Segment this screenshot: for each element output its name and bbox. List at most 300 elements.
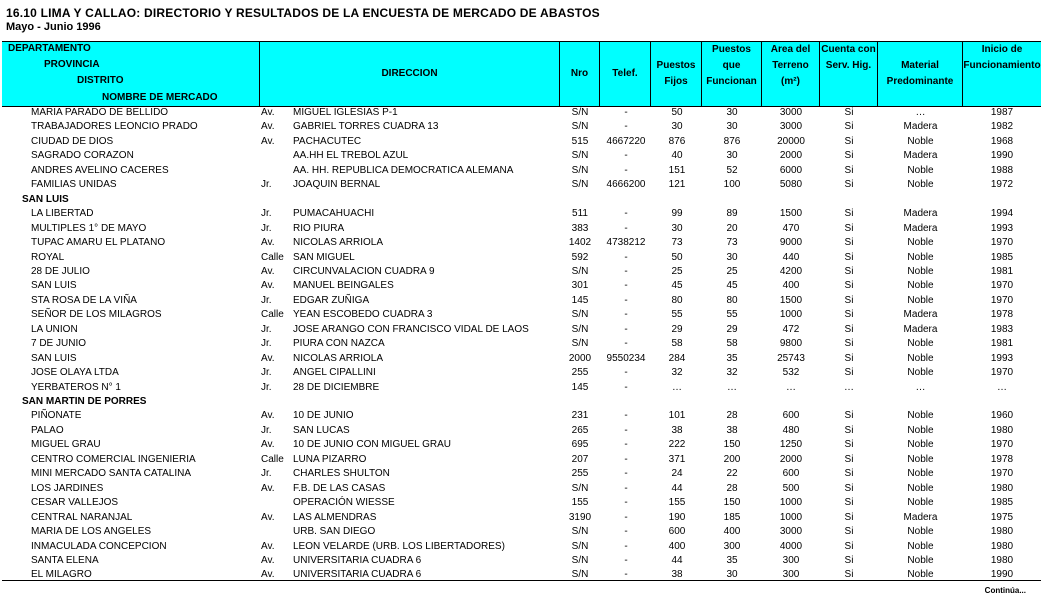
- cell-phone: -: [624, 323, 628, 335]
- cell-hygiene-service: Si: [844, 497, 854, 509]
- cell-hygiene-service: Si: [844, 453, 854, 465]
- cell-material: Noble: [907, 410, 934, 422]
- cell-address: AA.HH EL TREBOL AZUL: [293, 150, 409, 162]
- table-row: [2, 540, 1041, 554]
- cell-address: NICOLAS ARRIOLA: [293, 237, 384, 249]
- cell-hygiene-service: Si: [844, 410, 854, 422]
- cell-land-area: 20000: [777, 135, 805, 147]
- cell-street-type: Av.: [261, 237, 275, 249]
- cell-phone: 4667220: [606, 135, 646, 147]
- cell-market-name: STA ROSA DE LA VIÑA: [31, 294, 137, 306]
- cell-phone: -: [624, 381, 628, 393]
- cell-working-stalls: 30: [726, 121, 738, 133]
- cell-address: F.B. DE LAS CASAS: [293, 482, 386, 494]
- cell-fixed-stalls: 29: [671, 323, 683, 335]
- cell-land-area: 2000: [779, 453, 803, 465]
- cell-street-type: Av.: [261, 482, 275, 494]
- cell-street-type: Av.: [261, 569, 275, 581]
- cell-number: S/N: [571, 164, 589, 176]
- cell-hygiene-service: Si: [844, 424, 854, 436]
- cell-fixed-stalls: 30: [671, 121, 683, 133]
- cell-street-type: Av.: [261, 280, 275, 292]
- cell-fixed-stalls: 121: [668, 179, 686, 191]
- cell-street-type: Calle: [261, 453, 284, 465]
- cell-working-stalls: 35: [726, 352, 738, 364]
- district-row: [2, 193, 1041, 207]
- cell-land-area: 6000: [779, 164, 803, 176]
- cell-land-area: 472: [782, 323, 800, 335]
- table-row: [2, 424, 1041, 438]
- header-nombre: NOMBRE DE MERCADO: [102, 92, 218, 103]
- cell-address: 10 DE JUNIO: [293, 410, 354, 422]
- cell-market-name: 28 DE JULIO: [31, 265, 90, 277]
- cell-address: PACHACUTEC: [293, 135, 362, 147]
- cell-phone: -: [624, 540, 628, 552]
- cell-material: Noble: [907, 367, 934, 379]
- cell-address: 28 DE DICIEMBRE: [293, 381, 380, 393]
- table-row: [2, 453, 1041, 467]
- cell-material: Noble: [907, 526, 934, 538]
- cell-fixed-stalls: 101: [668, 410, 686, 422]
- cell-number: S/N: [571, 107, 589, 118]
- cell-working-stalls: 45: [726, 280, 738, 292]
- cell-material: Noble: [907, 179, 934, 191]
- cell-fixed-stalls: 284: [668, 352, 686, 364]
- continues-note: Continúa...: [984, 586, 1026, 595]
- cell-material: Noble: [907, 468, 934, 480]
- cell-land-area: 25743: [777, 352, 805, 364]
- cell-land-area: 3000: [779, 107, 803, 118]
- cell-material: Noble: [907, 497, 934, 509]
- cell-start-year: 1960: [990, 410, 1014, 422]
- cell-hygiene-service: Si: [844, 251, 854, 263]
- cell-fixed-stalls: 73: [671, 237, 683, 249]
- cell-phone: -: [624, 309, 628, 321]
- cell-fixed-stalls: 190: [668, 511, 686, 523]
- cell-market-name: MARIA DE LOS ANGELES: [31, 526, 152, 538]
- cell-address: UNIVERSITARIA CUADRA 6: [293, 554, 422, 566]
- table-row: [2, 135, 1041, 149]
- cell-working-stalls: 22: [726, 468, 738, 480]
- cell-land-area: 5080: [779, 179, 803, 191]
- cell-address: SAN LUCAS: [293, 424, 350, 436]
- cell-land-area: 1500: [779, 294, 803, 306]
- cell-fixed-stalls: 40: [671, 150, 683, 162]
- cell-fixed-stalls: 38: [671, 424, 683, 436]
- cell-hygiene-service: Si: [844, 323, 854, 335]
- cell-fixed-stalls: 155: [668, 497, 686, 509]
- cell-working-stalls: 28: [726, 410, 738, 422]
- cell-number: S/N: [571, 265, 589, 277]
- cell-land-area: 1000: [779, 309, 803, 321]
- cell-street-type: Calle: [261, 251, 284, 263]
- cell-start-year: 1980: [990, 554, 1014, 566]
- header-direccion: DIRECCION: [260, 42, 560, 106]
- cell-working-stalls: …: [727, 381, 737, 393]
- cell-market-name: CENTRO COMERCIAL INGENIERIA: [31, 453, 196, 465]
- cell-number: 155: [571, 497, 589, 509]
- cell-start-year: 1980: [990, 482, 1014, 494]
- cell-working-stalls: 30: [726, 107, 738, 118]
- cell-start-year: 1972: [990, 179, 1014, 191]
- cell-material: Madera: [903, 323, 938, 335]
- cell-address: JOSE ARANGO CON FRANCISCO VIDAL DE LAOS: [293, 323, 529, 335]
- table-row: [2, 106, 1041, 120]
- cell-land-area: 3000: [779, 121, 803, 133]
- cell-working-stalls: 29: [726, 323, 738, 335]
- table-row: [2, 482, 1041, 496]
- cell-start-year: 1970: [990, 367, 1014, 379]
- cell-hygiene-service: Si: [844, 482, 854, 494]
- cell-start-year: 1990: [990, 569, 1014, 581]
- cell-land-area: …: [786, 381, 796, 393]
- cell-address: PIURA CON NAZCA: [293, 338, 385, 350]
- cell-working-stalls: 55: [726, 309, 738, 321]
- table-row: [2, 337, 1041, 351]
- cell-address: YEAN ESCOBEDO CUADRA 3: [293, 309, 433, 321]
- table-row: [2, 525, 1041, 539]
- cell-market-name: ROYAL: [31, 251, 65, 263]
- cell-street-type: Jr.: [261, 381, 272, 393]
- cell-address: EDGAR ZUÑIGA: [293, 294, 370, 306]
- cell-working-stalls: 38: [726, 424, 738, 436]
- table-row: [2, 207, 1041, 221]
- cell-market-name: CENTRAL NARANJAL: [31, 511, 133, 523]
- cell-fixed-stalls: 44: [671, 482, 683, 494]
- cell-fixed-stalls: 24: [671, 468, 683, 480]
- cell-market-name: MINI MERCADO SANTA CATALINA: [31, 468, 192, 480]
- cell-address: CHARLES SHULTON: [293, 468, 390, 480]
- cell-hygiene-service: Si: [844, 540, 854, 552]
- cell-start-year: 1970: [990, 294, 1014, 306]
- cell-address: AA. HH. REPUBLICA DEMOCRATICA ALEMANA: [293, 164, 514, 176]
- cell-land-area: 600: [782, 410, 800, 422]
- cell-street-type: Av.: [261, 439, 275, 451]
- cell-phone: 4738212: [606, 237, 646, 249]
- cell-fixed-stalls: 58: [671, 338, 683, 350]
- header-distrito: DISTRITO: [77, 75, 124, 86]
- table-bottom-rule: [2, 580, 1041, 581]
- table-row: [2, 409, 1041, 423]
- cell-number: 145: [571, 294, 589, 306]
- cell-working-stalls: 58: [726, 338, 738, 350]
- cell-working-stalls: 300: [723, 540, 741, 552]
- cell-fixed-stalls: …: [672, 381, 682, 393]
- cell-start-year: 1978: [990, 453, 1014, 465]
- cell-fixed-stalls: 25: [671, 265, 683, 277]
- cell-start-year: 1985: [990, 497, 1014, 509]
- table-row: [2, 554, 1041, 568]
- cell-address: LAS ALMENDRAS: [293, 511, 377, 523]
- cell-hygiene-service: Si: [844, 179, 854, 191]
- table-row: [2, 265, 1041, 279]
- cell-land-area: 9000: [779, 237, 803, 249]
- cell-hygiene-service: Si: [844, 208, 854, 220]
- cell-hygiene-service: Si: [844, 237, 854, 249]
- cell-phone: -: [624, 424, 628, 436]
- cell-material: Madera: [903, 511, 938, 523]
- cell-material: Madera: [903, 150, 938, 162]
- table-row: [2, 164, 1041, 178]
- cell-start-year: 1970: [990, 237, 1014, 249]
- cell-phone: -: [624, 439, 628, 451]
- table-row: [2, 366, 1041, 380]
- cell-street-type: Av.: [261, 554, 275, 566]
- cell-working-stalls: 25: [726, 265, 738, 277]
- cell-land-area: 470: [782, 222, 800, 234]
- cell-material: Noble: [907, 294, 934, 306]
- cell-material: Noble: [907, 540, 934, 552]
- cell-start-year: 1990: [990, 150, 1014, 162]
- cell-street-type: Jr.: [261, 338, 272, 350]
- cell-fixed-stalls: 222: [668, 439, 686, 451]
- cell-start-year: 1994: [990, 208, 1014, 220]
- table-row: [2, 222, 1041, 236]
- cell-street-type: Av.: [261, 540, 275, 552]
- cell-fixed-stalls: 400: [668, 540, 686, 552]
- cell-start-year: 1970: [990, 280, 1014, 292]
- cell-number: 255: [571, 468, 589, 480]
- cell-phone: -: [624, 554, 628, 566]
- cell-hygiene-service: Si: [844, 150, 854, 162]
- cell-number: S/N: [571, 540, 589, 552]
- cell-working-stalls: 28: [726, 482, 738, 494]
- cell-fixed-stalls: 45: [671, 280, 683, 292]
- cell-working-stalls: 32: [726, 367, 738, 379]
- cell-fixed-stalls: 30: [671, 222, 683, 234]
- cell-market-name: 7 DE JUNIO: [31, 338, 87, 350]
- cell-hygiene-service: Si: [844, 554, 854, 566]
- cell-land-area: 1000: [779, 497, 803, 509]
- table-row: [2, 352, 1041, 366]
- cell-working-stalls: 150: [723, 439, 741, 451]
- cell-phone: -: [624, 251, 628, 263]
- cell-fixed-stalls: 44: [671, 554, 683, 566]
- cell-street-type: Jr.: [261, 323, 272, 335]
- page-subtitle: Mayo - Junio 1996: [6, 21, 101, 33]
- cell-number: 511: [572, 208, 588, 220]
- cell-fixed-stalls: 55: [671, 309, 683, 321]
- table-row: [2, 120, 1041, 134]
- cell-start-year: 1982: [990, 121, 1014, 133]
- cell-number: 695: [571, 439, 589, 451]
- cell-land-area: 300: [782, 554, 800, 566]
- cell-market-name: JOSE OLAYA LTDA: [31, 367, 119, 379]
- cell-start-year: 1978: [990, 309, 1014, 321]
- cell-material: Madera: [903, 222, 938, 234]
- cell-hygiene-service: …: [844, 381, 854, 393]
- cell-phone: -: [624, 164, 628, 176]
- cell-address: OPERACIÓN WIESSE: [293, 497, 395, 509]
- cell-start-year: 1980: [990, 526, 1014, 538]
- cell-material: Noble: [907, 352, 934, 364]
- cell-market-name: CIUDAD DE DIOS: [31, 135, 114, 147]
- cell-land-area: 9800: [779, 338, 803, 350]
- cell-hygiene-service: Si: [844, 367, 854, 379]
- cell-number: 207: [571, 453, 589, 465]
- cell-phone: -: [624, 569, 628, 581]
- cell-hygiene-service: Si: [844, 526, 854, 538]
- cell-start-year: 1985: [990, 251, 1014, 263]
- cell-market-name: SANTA ELENA: [31, 554, 99, 566]
- cell-market-name: EL MILAGRO: [31, 569, 92, 581]
- cell-working-stalls: 30: [726, 251, 738, 263]
- header-nro: Nro: [560, 42, 600, 106]
- cell-market-name: TRABAJADORES LEONCIO PRADO: [31, 121, 198, 133]
- page-title: 16.10 LIMA Y CALLAO: DIRECTORIO Y RESULTADOS DE LA ENCUESTA DE MERCADO DE ABASTOS: [6, 6, 600, 20]
- cell-number: S/N: [571, 482, 589, 494]
- cell-material: Noble: [907, 265, 934, 277]
- cell-working-stalls: 89: [726, 208, 738, 220]
- cell-working-stalls: 150: [723, 497, 741, 509]
- table-row: [2, 279, 1041, 293]
- cell-number: S/N: [571, 121, 589, 133]
- cell-market-name: CESAR VALLEJOS: [31, 497, 119, 509]
- cell-material: Noble: [907, 424, 934, 436]
- cell-fixed-stalls: 32: [671, 367, 683, 379]
- cell-market-name: SAGRADO CORAZON: [31, 150, 134, 162]
- cell-working-stalls: 876: [723, 135, 741, 147]
- table-row: [2, 438, 1041, 452]
- cell-start-year: 1975: [990, 511, 1014, 523]
- header-serv: Cuenta con Serv. Hig.: [820, 42, 878, 106]
- table-row: [2, 467, 1041, 481]
- cell-address: NICOLAS ARRIOLA: [293, 352, 384, 364]
- cell-address: MANUEL BEINGALES: [293, 280, 394, 292]
- cell-number: S/N: [571, 569, 589, 581]
- cell-phone: -: [624, 280, 628, 292]
- cell-material: Noble: [907, 439, 934, 451]
- cell-fixed-stalls: 371: [668, 453, 686, 465]
- cell-street-type: Av.: [261, 265, 275, 277]
- cell-market-name: MIGUEL GRAU: [31, 439, 101, 451]
- cell-working-stalls: 20: [726, 222, 738, 234]
- cell-start-year: 1970: [990, 468, 1014, 480]
- cell-street-type: Jr.: [261, 424, 272, 436]
- cell-market-name: YERBATEROS N° 1: [31, 381, 121, 393]
- cell-address: SAN MIGUEL: [293, 251, 355, 263]
- cell-hygiene-service: Si: [844, 338, 854, 350]
- cell-land-area: 1500: [779, 208, 803, 220]
- cell-number: 1402: [568, 237, 592, 249]
- cell-street-type: Jr.: [261, 179, 272, 191]
- cell-street-type: Av.: [261, 135, 275, 147]
- cell-number: 255: [571, 367, 589, 379]
- cell-material: Noble: [907, 237, 934, 249]
- cell-start-year: 1970: [990, 439, 1014, 451]
- header-area: Area del Terreno (m²): [762, 42, 820, 106]
- cell-fixed-stalls: 876: [668, 135, 686, 147]
- cell-material: …: [915, 381, 926, 393]
- cell-market-name: SAN LUIS: [31, 352, 77, 364]
- cell-working-stalls: 400: [723, 526, 741, 538]
- cell-market-name: MULTIPLES 1° DE MAYO: [31, 222, 147, 234]
- cell-market-name: SAN LUIS: [31, 280, 77, 292]
- cell-start-year: 1983: [990, 323, 1014, 335]
- cell-market-name: PIÑONATE: [31, 410, 82, 422]
- cell-start-year: 1981: [990, 338, 1014, 350]
- district-row: [2, 395, 1041, 409]
- cell-hygiene-service: Si: [844, 135, 854, 147]
- cell-material: Noble: [907, 554, 934, 566]
- header-telef: Telef.: [600, 42, 651, 106]
- cell-fixed-stalls: 99: [671, 208, 683, 220]
- cell-number: S/N: [571, 338, 589, 350]
- cell-land-area: 300: [782, 569, 800, 581]
- cell-phone: -: [624, 468, 628, 480]
- table-row: [2, 496, 1041, 510]
- cell-hygiene-service: Si: [844, 164, 854, 176]
- cell-material: …: [915, 107, 926, 118]
- cell-address: 10 DE JUNIO CON MIGUEL GRAU: [293, 439, 451, 451]
- cell-number: S/N: [571, 179, 589, 191]
- cell-address: PUMACAHUACHI: [293, 208, 375, 220]
- cell-street-type: Av.: [261, 121, 275, 133]
- cell-street-type: Calle: [261, 309, 284, 321]
- cell-working-stalls: 73: [726, 237, 738, 249]
- cell-material: Noble: [907, 280, 934, 292]
- cell-number: 383: [571, 222, 589, 234]
- cell-number: S/N: [571, 309, 589, 321]
- cell-land-area: 2000: [779, 150, 803, 162]
- cell-street-type: Jr.: [261, 208, 272, 220]
- cell-hygiene-service: Si: [844, 439, 854, 451]
- cell-working-stalls: 100: [723, 179, 741, 191]
- header-location: [2, 42, 260, 106]
- cell-phone: 9550234: [606, 352, 646, 364]
- cell-land-area: 600: [782, 468, 800, 480]
- cell-material: Madera: [903, 309, 938, 321]
- cell-address: LEON VELARDE (URB. LOS LIBERTADORES): [293, 540, 505, 552]
- cell-street-type: Av.: [261, 352, 275, 364]
- cell-address: RIO PIURA: [293, 222, 345, 234]
- cell-fixed-stalls: 38: [671, 569, 683, 581]
- cell-street-type: Av.: [261, 107, 275, 118]
- cell-start-year: 1988: [990, 164, 1014, 176]
- cell-address: ANGEL CIPALLINI: [293, 367, 376, 379]
- cell-land-area: 4200: [779, 265, 803, 277]
- cell-hygiene-service: Si: [844, 107, 854, 118]
- cell-number: 3190: [568, 511, 592, 523]
- cell-land-area: 480: [782, 424, 800, 436]
- cell-phone: 4666200: [606, 179, 646, 191]
- cell-market-name: TUPAC AMARU EL PLATANO: [31, 237, 166, 249]
- cell-market-name: PALAO: [31, 424, 64, 436]
- cell-working-stalls: 30: [726, 150, 738, 162]
- cell-market-name: LA LIBERTAD: [31, 208, 94, 220]
- cell-phone: -: [624, 497, 628, 509]
- district-name: SAN LUIS: [22, 193, 69, 205]
- cell-market-name: LA UNION: [31, 323, 78, 335]
- cell-start-year: 1980: [990, 424, 1014, 436]
- cell-start-year: 1993: [990, 222, 1014, 234]
- cell-hygiene-service: Si: [844, 294, 854, 306]
- table-row: [2, 149, 1041, 163]
- cell-land-area: 1000: [779, 511, 803, 523]
- cell-address: JOAQUIN BERNAL: [293, 179, 381, 191]
- cell-number: 265: [571, 424, 589, 436]
- cell-hygiene-service: Si: [844, 309, 854, 321]
- cell-land-area: 4000: [779, 540, 803, 552]
- cell-phone: -: [624, 338, 628, 350]
- table-header: [2, 41, 1041, 107]
- cell-number: 301: [571, 280, 589, 292]
- cell-material: Noble: [907, 482, 934, 494]
- cell-phone: -: [624, 482, 628, 494]
- cell-hygiene-service: Si: [844, 280, 854, 292]
- header-puestos-funcionan: Puestos que Funcionan: [702, 42, 762, 106]
- cell-material: Noble: [907, 251, 934, 263]
